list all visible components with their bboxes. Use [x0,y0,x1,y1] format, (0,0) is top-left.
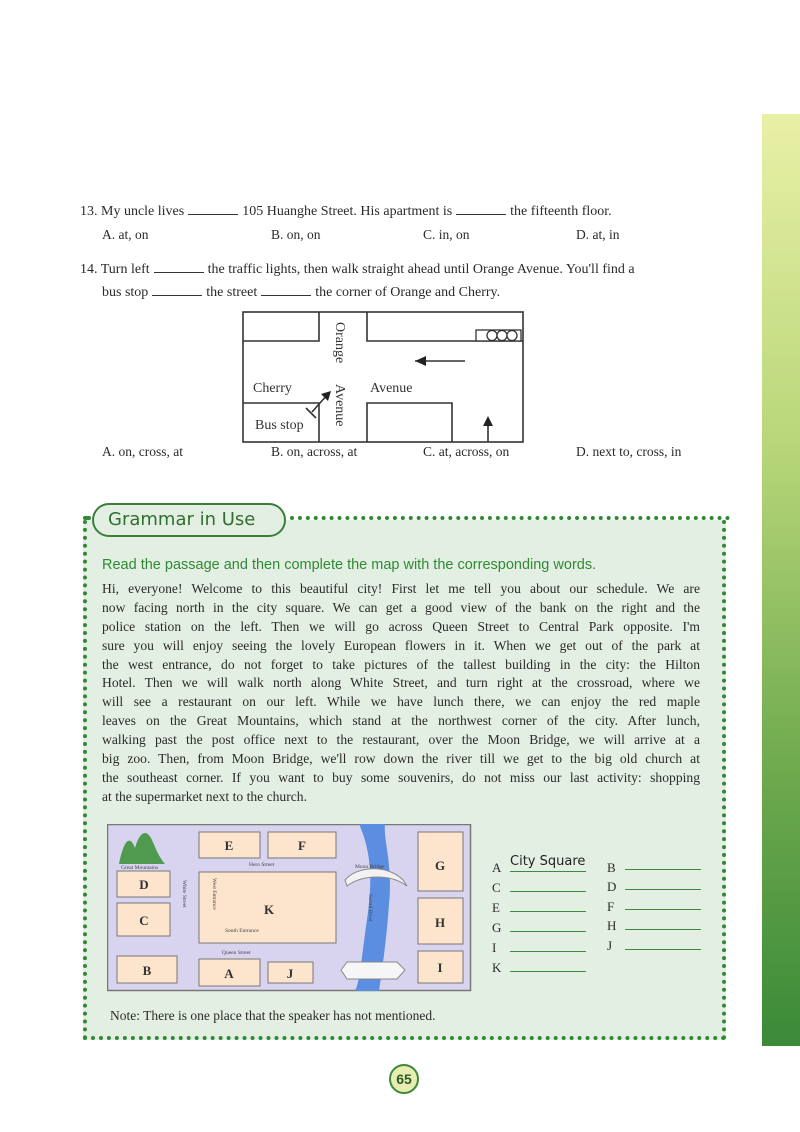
q-text: the fifteenth floor. [510,204,612,219]
street-diagram [240,308,530,448]
chapter-side-tab [762,114,800,1046]
answer-a-line[interactable] [510,871,586,872]
q-text: My uncle lives [101,204,185,219]
passage-line: sure you will enjoy seeing the lovely European flowers in it. When we get out of the park at [102,637,700,653]
note: Note: There is one place that the speaker has not mentioned. [110,1008,436,1023]
city-map [107,824,472,992]
passage-line: big zoo. Then, from Moon Bridge, we'll row down the river till we get to the big old church at [102,751,700,767]
block-b: B [142,963,152,978]
passage-line: will see a restaurant on our left. While we have lunch there, we can enjoy the red maple [102,694,700,710]
label-moon-bridge: Moon Bridge [355,864,385,870]
q-text: the street [206,285,258,300]
q-text: bus stop [102,285,149,300]
label-white-street: White Street [181,880,187,908]
divider [83,516,91,520]
answer-b-line[interactable] [625,869,701,870]
block-h: H [434,915,446,930]
answer-k-line[interactable] [510,971,586,972]
section-title: Grammar in Use [92,503,286,537]
label-orange: Orange [332,322,347,364]
traffic-lights-icon [476,330,521,341]
block-a: A [224,966,234,981]
answer-d-line[interactable] [625,889,701,890]
label-hero-street: Hero Street [249,862,275,868]
answer-c-line[interactable] [510,891,586,892]
answer-g-line[interactable] [510,931,586,932]
answer-f-line[interactable] [625,909,701,910]
q-text: the corner of Orange and Cherry. [315,285,501,300]
divider [290,516,730,520]
label-avenue-vertical: Avenue [332,384,347,427]
block-i: I [437,960,443,975]
block-g: G [434,858,446,873]
label-west-entrance: West Entrance [211,878,217,910]
block-k: K [263,902,275,917]
passage-line: police station on the left. Then we will go across Queen Street to Central Park opposite. I'm [102,618,700,634]
answer-i-line[interactable] [510,951,586,952]
answer-a-value[interactable]: City Square [510,854,586,869]
block-j: J [286,966,294,981]
instruction: Read the passage and then complete the map with the corresponding words. [102,557,597,573]
label-south-entrance: South Entrance [225,928,259,934]
block-f: F [298,838,306,853]
option-d[interactable]: D. at, in [576,227,620,242]
option-a[interactable]: A. on, cross, at [102,444,183,459]
answer-blank[interactable] [154,271,204,273]
q-text: Turn left [100,262,150,277]
passage-line: leaves on the Great Mountains, which stand at the northwest corner of the city. After lunch, [102,713,700,729]
arrow-left-icon [415,356,426,366]
bridge [341,962,405,979]
question-14-line2 [102,285,500,301]
label-sword-river: Sword River [367,894,373,922]
answer-blank[interactable] [188,213,238,215]
question-number: 13. [80,204,98,219]
option-b[interactable]: B. on, across, at [271,444,358,459]
answer-j-line[interactable] [625,949,701,950]
passage-line: at the supermarket next to the church. [102,788,307,804]
question-13 [80,204,612,220]
label-cherry: Cherry [253,381,292,396]
answer-blank[interactable] [456,213,506,215]
passage-line: the southeast corner. If you want to buy some souvenirs, do not miss our last activity: shopping [102,769,700,785]
q-text: the traffic lights, then walk straight ahead until Orange Avenue. You'll find a [207,262,635,277]
passage-line: Hotel. Then we will walk north along White Street, and turn right at the crossroad, where we [102,675,700,691]
answer-blank[interactable] [261,294,311,296]
option-b[interactable]: B. on, on [271,227,321,242]
passage-line: walking past the post office next to the restaurant, over the Moon Bridge, we will arrive at a [102,732,700,748]
label-avenue: Avenue [370,381,413,396]
block-e: E [224,838,234,853]
answer-blank[interactable] [152,294,202,296]
page-number: 65 [389,1064,419,1094]
answer-h-line[interactable] [625,929,701,930]
option-a[interactable]: A. at, on [102,227,149,242]
passage-line: now facing north in the city square. We can get a good view of the bank on the right and the [102,599,700,615]
label-bus-stop: Bus stop [255,418,304,433]
block-d: D [139,877,149,892]
option-c[interactable]: C. at, across, on [423,444,510,459]
label-queen-street: Queen Street [222,950,251,956]
answer-e-line[interactable] [510,911,586,912]
question-number: 14. [80,262,98,277]
label-great-mountains: Great Mountains [121,865,159,871]
option-c[interactable]: C. in, on [423,227,470,242]
passage-line: the west entrance, do not forget to take pictures of the tallest building in the city: the Hilton [102,656,700,672]
passage [102,580,700,807]
q-text: 105 Huanghe Street. His apartment is [242,204,453,219]
option-d[interactable]: D. next to, cross, in [576,444,682,459]
passage-line: Hi, everyone! Welcome to this beautiful city! First let me tell you about our schedule. We are [102,581,700,596]
question-14 [80,262,635,278]
block-c: C [139,913,149,928]
arrow-up-icon [483,416,493,426]
